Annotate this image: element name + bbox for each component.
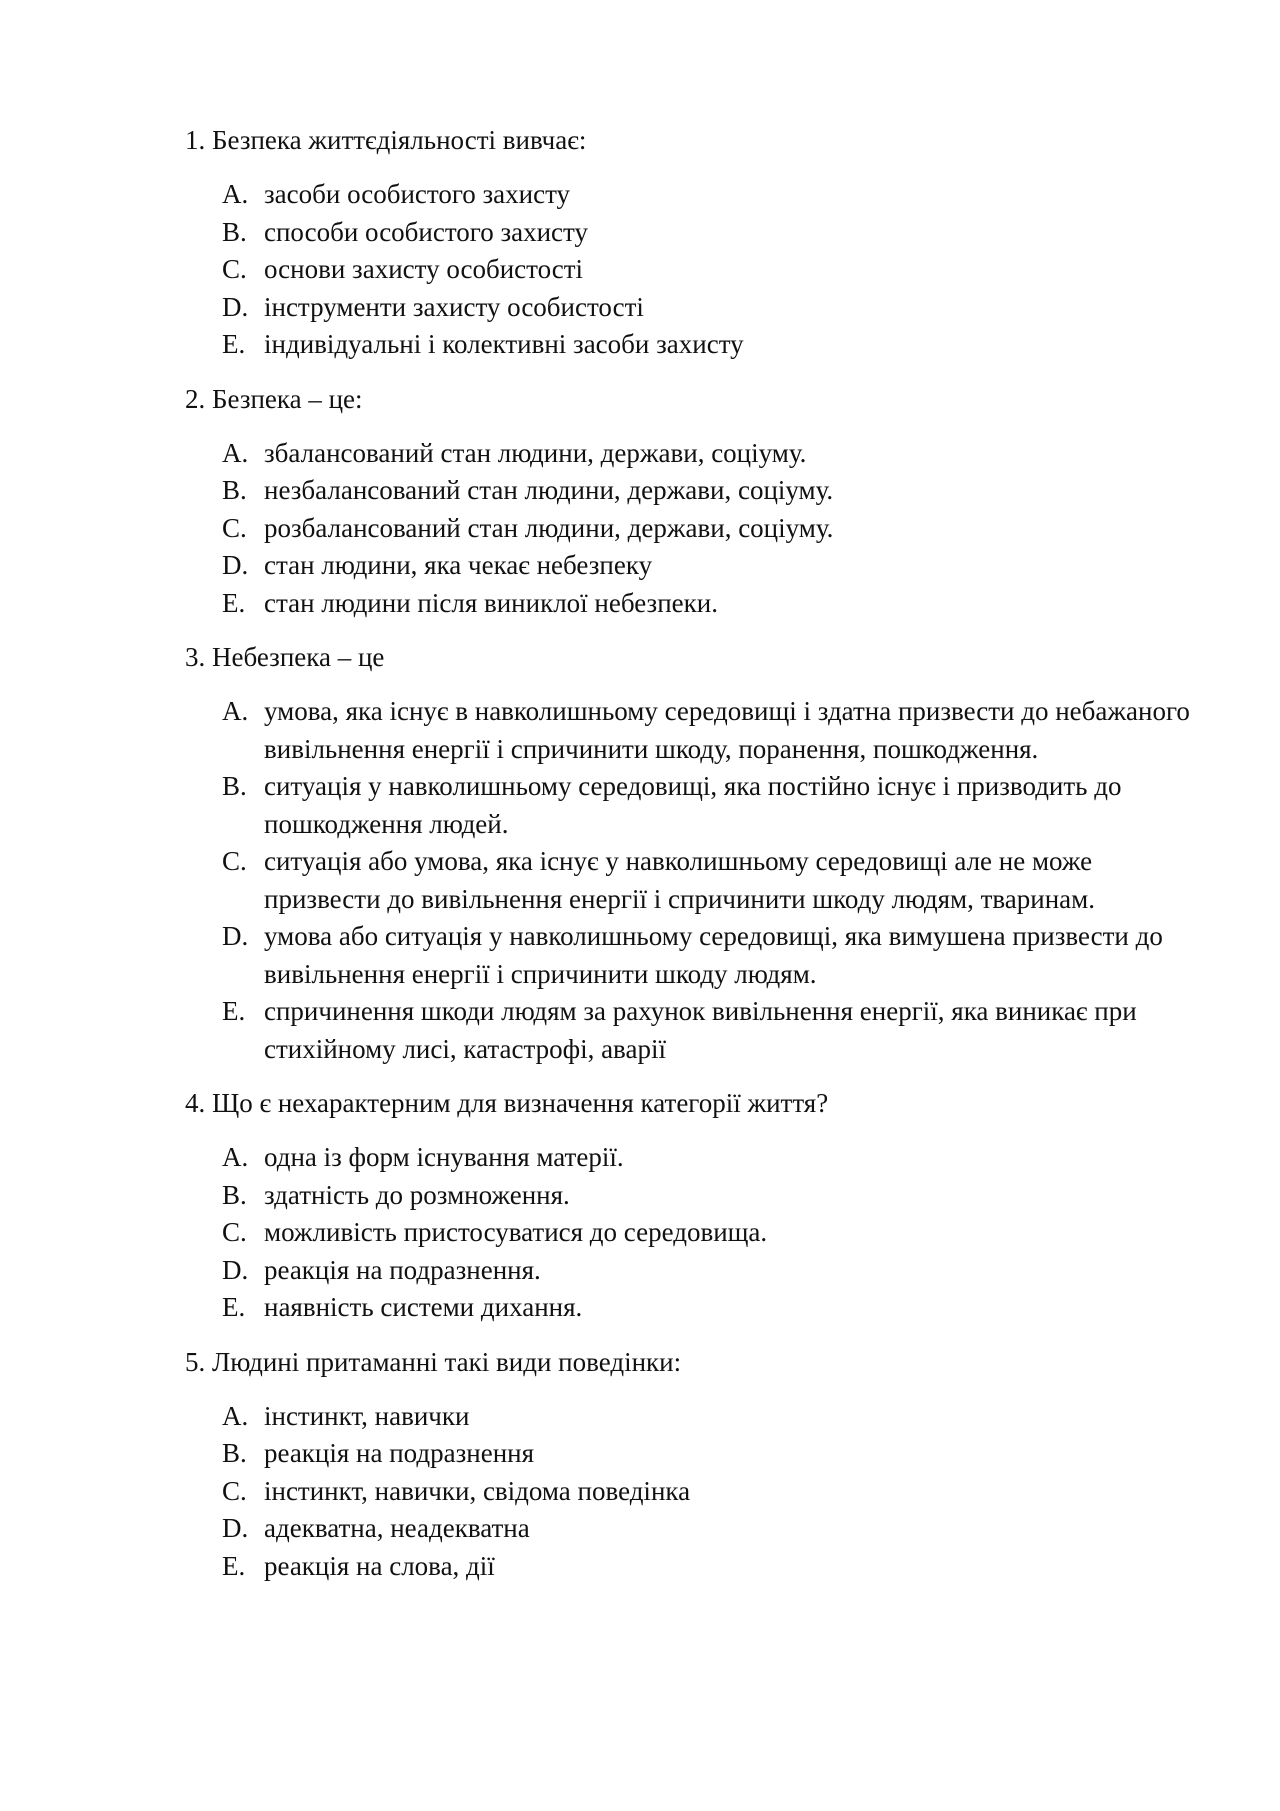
option-letter: A. <box>222 1400 249 1431</box>
question-title <box>185 639 1205 676</box>
option-letter: D. <box>222 291 249 322</box>
option-letter: E. <box>222 329 246 359</box>
option-text: інстинкт, навички, свідома поведінка <box>264 1475 691 1506</box>
option-letter: C. <box>222 846 247 876</box>
option-text: інстинкт, навички <box>264 1400 470 1431</box>
option-letter: B. <box>222 1438 247 1468</box>
option-text: розбалансований стан людини, держави, соціуму. <box>264 512 834 543</box>
question-3 <box>185 639 1205 1068</box>
option-letter: C. <box>222 254 247 284</box>
option-letter: B. <box>222 216 247 247</box>
option-a <box>185 1139 1205 1177</box>
option-text: ситуація або умова, яка існує у навколишньому середовищі але не може призвести до вивільнення енергії і спричинити шкоду людям, тваринам. <box>264 846 1095 914</box>
question-4 <box>185 1085 1205 1327</box>
question-number: 3. <box>185 642 206 672</box>
option-text: збалансований стан людини, держави, соціуму. <box>264 437 807 468</box>
option-b <box>185 1177 1205 1215</box>
option-d <box>185 1252 1205 1290</box>
option-letter: D. <box>222 1513 249 1543</box>
option-text: стан людини після виниклої небезпеки. <box>264 587 718 618</box>
option-c <box>185 1473 1205 1511</box>
option-letter: D. <box>222 1254 249 1285</box>
option-c <box>185 843 1205 918</box>
option-d <box>185 918 1205 993</box>
option-letter: C. <box>222 1475 247 1506</box>
option-a <box>185 176 1205 214</box>
option-text: адекватна, неадекватна <box>264 1513 530 1543</box>
option-letter: A. <box>222 1142 249 1172</box>
question-text: Людині притаманні такі види поведінки: <box>212 1346 682 1377</box>
option-text: можливість пристосуватися до середовища. <box>264 1217 768 1247</box>
option-b <box>185 214 1205 252</box>
option-letter: E. <box>222 996 246 1026</box>
option-letter: D. <box>222 921 249 951</box>
option-text: незбалансований стан людини, держави, соціуму. <box>264 475 834 505</box>
option-d <box>185 289 1205 327</box>
option-list <box>185 693 1205 1068</box>
option-letter: B. <box>222 475 247 505</box>
question-list <box>185 122 1205 1602</box>
option-letter: D. <box>222 550 249 580</box>
option-list <box>185 1398 1205 1586</box>
question-text: Безпека – це: <box>212 383 363 414</box>
option-c <box>185 1214 1205 1252</box>
option-letter: A. <box>222 179 249 209</box>
option-text: спричинення шкоди людям за рахунок вивільнення енергії, яка виникає при стихійному лисі, катастрофі, аварії <box>264 996 1137 1064</box>
option-text: основи захисту особистості <box>264 254 584 284</box>
option-text: умова або ситуація у навколишньому середовищі, яка вимушена призвести до вивільнення енергії і спричинити шкоду людям. <box>264 921 1163 989</box>
option-text: реакція на подразнення <box>264 1438 535 1468</box>
option-text: стан людини, яка чекає небезпеку <box>264 550 653 580</box>
option-text: реакція на слова, дії <box>264 1550 495 1581</box>
question-number: 4. <box>185 1088 206 1118</box>
option-letter: B. <box>222 771 247 801</box>
option-e <box>185 993 1205 1068</box>
option-e <box>185 585 1205 623</box>
option-text: здатність до розмноження. <box>264 1179 570 1210</box>
question-title <box>185 1344 1205 1381</box>
option-list <box>185 1139 1205 1327</box>
option-letter: A. <box>222 696 249 726</box>
option-text: індивідуальні і колективні засоби захисту <box>264 329 744 359</box>
option-e <box>185 1289 1205 1327</box>
option-letter: C. <box>222 1217 247 1247</box>
option-text: наявність системи дихання. <box>264 1292 583 1322</box>
option-letter: C. <box>222 512 247 543</box>
option-letter: B. <box>222 1179 247 1210</box>
option-b <box>185 1435 1205 1473</box>
option-list <box>185 176 1205 364</box>
option-text: способи особистого захисту <box>264 216 588 247</box>
question-number: 1. <box>185 125 206 155</box>
option-text: інструменти захисту особистості <box>264 291 644 322</box>
option-text: умова, яка існує в навколишньому середовищі і здатна призвести до небажаного вивільнення енергії і спричинити шкоду, поранення, пошкодження. <box>264 696 1190 764</box>
option-text: засоби особистого захисту <box>264 179 571 209</box>
option-c <box>185 510 1205 548</box>
question-title <box>185 1085 1205 1122</box>
option-letter: E. <box>222 1550 246 1581</box>
option-b <box>185 472 1205 510</box>
question-text: Безпека життєдіяльності вивчає: <box>212 125 587 155</box>
option-d <box>185 1510 1205 1548</box>
option-text: одна із форм існування матерії. <box>264 1142 624 1172</box>
question-text: Що є нехарактерним для визначення категорії життя? <box>212 1088 829 1118</box>
option-a <box>185 435 1205 473</box>
option-list <box>185 435 1205 623</box>
option-e <box>185 326 1205 364</box>
question-1 <box>185 122 1205 364</box>
option-letter: E. <box>222 1292 246 1322</box>
option-d <box>185 547 1205 585</box>
option-letter: A. <box>222 437 249 468</box>
option-letter: E. <box>222 587 246 618</box>
question-text: Небезпека – це <box>212 642 385 672</box>
question-title <box>185 122 1205 159</box>
question-title <box>185 381 1205 418</box>
option-text: реакція на подразнення. <box>264 1254 541 1285</box>
option-a <box>185 693 1205 768</box>
option-c <box>185 251 1205 289</box>
question-number: 5. <box>185 1346 206 1377</box>
question-5 <box>185 1344 1205 1586</box>
question-number: 2. <box>185 383 206 414</box>
question-2 <box>185 381 1205 623</box>
option-text: ситуація у навколишньому середовищі, яка постійно існує і призводить до пошкодження людей. <box>264 771 1122 839</box>
option-a <box>185 1398 1205 1436</box>
option-e <box>185 1548 1205 1586</box>
option-b <box>185 768 1205 843</box>
